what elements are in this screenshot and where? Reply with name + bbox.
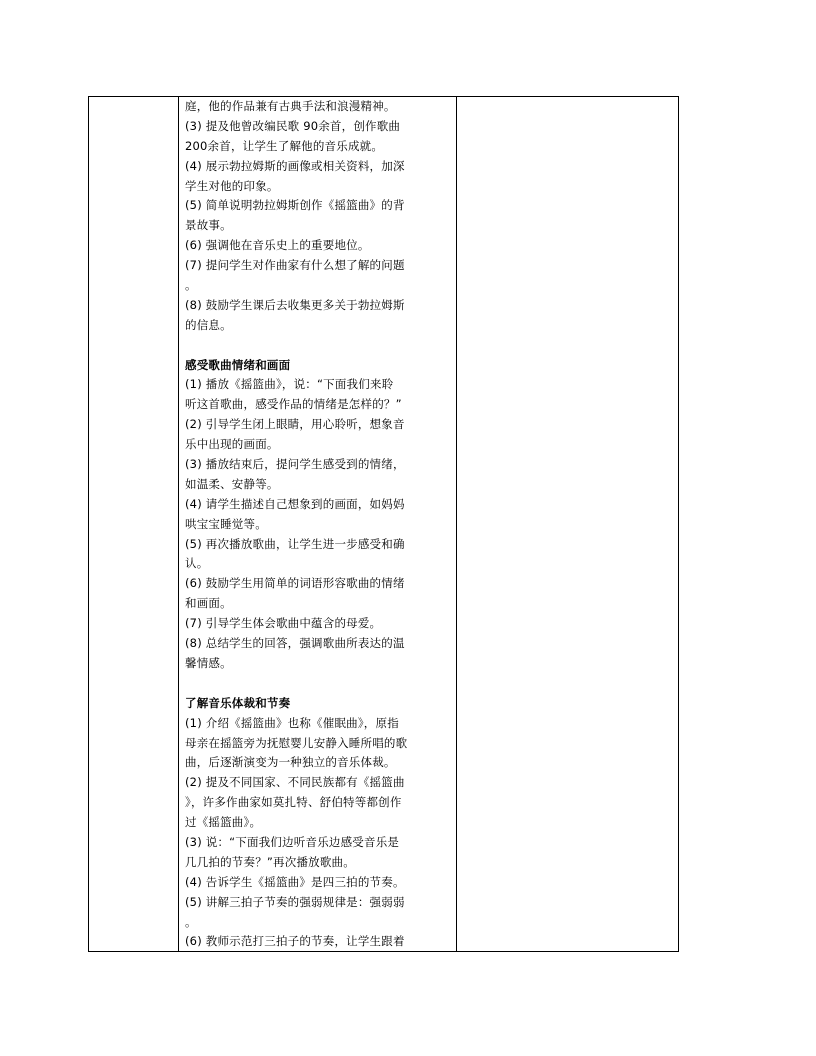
content-line: (2) 引导学生闭上眼睛，用心聆听，想象音 xyxy=(185,417,405,432)
content-line: 景故事。 xyxy=(185,218,232,233)
content-line: 。 xyxy=(185,914,197,929)
section-heading: 了解音乐体裁和节奏 xyxy=(185,695,291,710)
content-line: (4) 展示勃拉姆斯的画像或相关资料，加深 xyxy=(185,158,405,173)
content-line: (4) 告诉学生《摇篮曲》是四三拍的节奏。 xyxy=(185,874,405,889)
content-line: (8) 总结学生的回答，强调歌曲所表达的温 xyxy=(185,636,405,651)
content-line: (5) 再次播放歌曲，让学生进一步感受和确 xyxy=(185,536,405,551)
content-line: 》，许多作曲家如莫扎特、舒伯特等都创作 xyxy=(185,795,402,810)
lesson-table xyxy=(88,96,679,952)
content-line: (6) 鼓励学生用简单的词语形容歌曲的情绪 xyxy=(185,576,405,591)
content-line: (6) 强调他在音乐史上的重要地位。 xyxy=(185,238,370,253)
content-line: (8) 鼓励学生课后去收集更多关于勃拉姆斯 xyxy=(185,297,405,312)
content-line: 乐中出现的画面。 xyxy=(185,437,279,452)
content-line: (5) 讲解三拍子节奏的强弱规律是：强弱弱 xyxy=(185,894,405,909)
content-line: (6) 教师示范打三拍子的节奏，让学生跟着 xyxy=(185,934,405,949)
content-line: 和画面。 xyxy=(185,596,232,611)
content-line: 学生对他的印象。 xyxy=(185,178,279,193)
column-divider-right xyxy=(456,97,457,951)
content-line: (1) 播放《摇篮曲》，说：“下面我们来聆 xyxy=(185,377,394,392)
content-line: 曲，后逐渐演变为一种独立的音乐体裁。 xyxy=(185,755,396,770)
content-line: 哄宝宝睡觉等。 xyxy=(185,516,267,531)
content-line: 母亲在摇篮旁为抚慰婴儿安静入睡所唱的歌 xyxy=(185,735,408,750)
content-line: (1) 介绍《摇篮曲》也称《催眠曲》，原指 xyxy=(185,715,399,730)
content-line: 庭，他的作品兼有古典手法和浪漫精神。 xyxy=(185,99,396,113)
lesson-content-cell xyxy=(185,97,447,952)
content-line: (3) 提及他曾改编民歌 90余首，创作歌曲 xyxy=(185,118,401,133)
content-line: 如温柔、安静等。 xyxy=(185,476,279,491)
content-line: (4) 请学生描述自己想象到的画面，如妈妈 xyxy=(185,496,405,511)
spacer xyxy=(185,674,447,694)
content-line: 几几拍的节奏？”再次播放歌曲。 xyxy=(185,854,355,869)
content-line: 。 xyxy=(185,278,197,293)
content-line: 认。 xyxy=(185,556,209,571)
column-divider-left xyxy=(178,97,179,951)
content-line: (3) 播放结束后，提问学生感受到的情绪， xyxy=(185,457,405,472)
spacer xyxy=(185,336,447,356)
content-line: (7) 提问学生对作曲家有什么想了解的问题 xyxy=(185,258,405,273)
content-line: (3) 说：“下面我们边听音乐边感受音乐是 xyxy=(185,834,400,849)
content-line: 听这首歌曲，感受作品的情绪是怎样的？” xyxy=(185,397,402,412)
content-line: (5) 简单说明勃拉姆斯创作《摇篮曲》的背 xyxy=(185,198,405,213)
content-line: (7) 引导学生体会歌曲中蕴含的母爱。 xyxy=(185,616,382,631)
content-line: 200余首，让学生了解他的音乐成就。 xyxy=(185,138,384,153)
content-line: (2) 提及不同国家、不同民族都有《摇篮曲 xyxy=(185,775,405,790)
section-heading: 感受歌曲情绪和画面 xyxy=(185,357,291,372)
content-line: 馨情感。 xyxy=(185,655,232,670)
content-line: 的信息。 xyxy=(185,317,232,332)
content-line: 过《摇篮曲》。 xyxy=(185,815,262,830)
